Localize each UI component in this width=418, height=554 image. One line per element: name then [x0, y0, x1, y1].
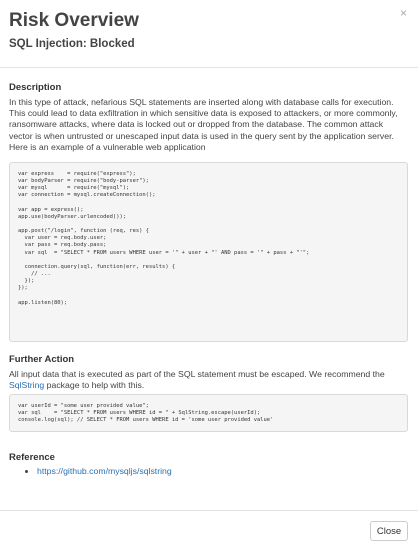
- code-line: app.post("/login", function (req, res) {: [18, 228, 149, 235]
- close-icon[interactable]: ×: [399, 6, 407, 20]
- code-line: var bodyParser = require("body-parser");: [18, 178, 149, 185]
- code-line: });: [18, 278, 35, 285]
- modal-header: [0, 0, 418, 68]
- modal-footer: [0, 510, 418, 554]
- further-action-text-after: package to help with this.: [44, 380, 145, 391]
- code-line: var express = require("express");: [18, 171, 136, 177]
- description-heading: Description: [9, 82, 62, 93]
- code-line: [18, 200, 399, 207]
- code-line: var connection = mysql.createConnection();: [18, 192, 156, 199]
- close-button[interactable]: Close: [370, 521, 408, 541]
- code-line: console.log(sql); // SELECT * FROM users WHERE id = 'some user provided value': [18, 417, 274, 424]
- code-line: var sql = "SELECT * FROM users WHERE user = '" + user + "' AND pass = '" + pass + "'";: [18, 249, 310, 256]
- further-action-text: [9, 369, 409, 391]
- code-line: app.listen(80);: [18, 299, 68, 306]
- further-action-paragraph: [9, 369, 409, 391]
- further-action-heading: Further Action: [9, 354, 75, 365]
- modal-title: Risk Overview: [9, 10, 139, 31]
- further-action-text-before: All input data that is executed as part of the SQL statement must be escaped. We recommend the: [9, 369, 385, 379]
- code-line: [18, 257, 399, 264]
- code-line: // ...: [18, 270, 51, 277]
- code-line: [18, 221, 399, 228]
- description-paragraph: In this type of attack, nefarious SQL statements are inserted along with database calls for execution. This could lead to data exfiltration in which sensitive data is exposed to attackers, or more commonly, ransomware attacks, where data is locked out or dropped from the database. The common attack vector is when untrusted or unescaped input data is used in the query sent by the application server. Here is an example of a vulnerable web application: [9, 97, 398, 152]
- code-line: var app = express();: [18, 206, 84, 213]
- code-line: connection.query(sql, function(err, results) {: [18, 263, 176, 270]
- code-line: var userId = "some user provided value";: [18, 403, 149, 409]
- code-line: var pass = req.body.pass;: [18, 242, 107, 249]
- reference-list: [9, 466, 172, 476]
- vulnerable-code-block: [9, 162, 408, 342]
- code-line: [18, 292, 399, 299]
- code-line: app.use(bodyParser.urlencoded());: [18, 213, 127, 220]
- code-line: var user = req.body.user;: [18, 235, 107, 242]
- code-line: var mysql = require("mysql");: [18, 185, 130, 192]
- reference-heading: Reference: [9, 452, 55, 463]
- description-text: [9, 97, 409, 153]
- reference-link[interactable]: https://github.com/mysqljs/sqlstring: [37, 466, 172, 476]
- escaped-code-block: [9, 394, 408, 432]
- code-line: var sql = "SELECT * FROM users WHERE id = " + SqlString.escape(userId);: [18, 410, 261, 417]
- sqlstring-link[interactable]: SqlString: [9, 380, 45, 391]
- code-line: });: [18, 285, 28, 292]
- modal-subtitle: SQL Injection: Blocked: [9, 38, 135, 50]
- reference-item: [9, 466, 172, 476]
